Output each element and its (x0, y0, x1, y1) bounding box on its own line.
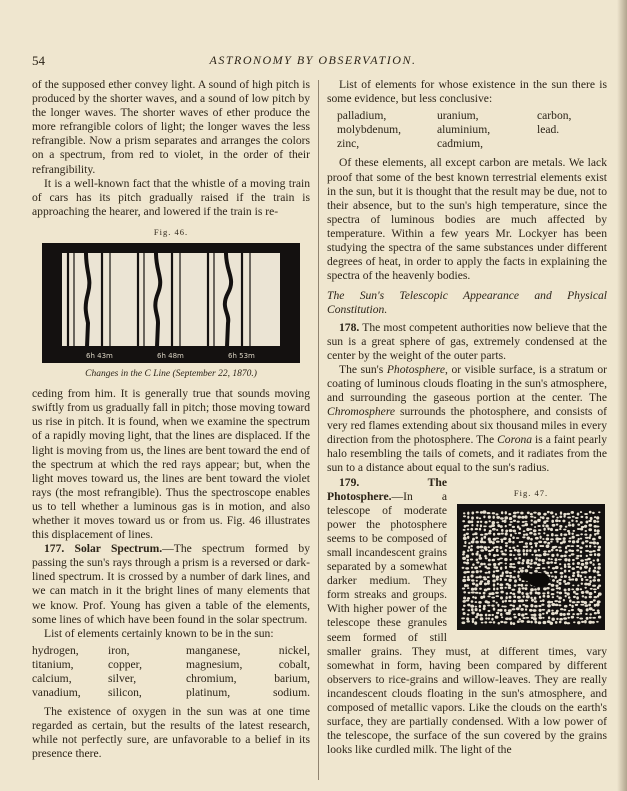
right-column (327, 78, 607, 757)
element-item: titanium, (32, 657, 74, 671)
element-item: molybdenum, (337, 123, 402, 137)
element-item: sodium. (272, 686, 310, 700)
spectrum-lines-illustration (42, 243, 300, 363)
element-item: copper, (108, 657, 142, 671)
element-item: lead. (537, 123, 560, 137)
section-179-text: —In a telescope of moderate power the photosphere seems to be composed of small incandescent grains separated by a somewhat darker medium. They form streaks and groups. With higher power of the telescope these granules seem formed of still smaller grains. They must, at different times, vary somewhat in form, having been compared by different observers to rice-grains and willow-leaves. They are really incandescent clouds floating in the sun's atmosphere, and composed of metallic vapors. Like the clouds on the earth's surface, they are partially condensed. With a low power of the telescope, the surface of the sun covered by the grains looks like curdled milk. The light of the (327, 489, 607, 757)
section-177-title: Solar Spectrum. (74, 542, 163, 556)
section-178-text: The most competent authorities now believe that the sun is a great sphere of gas, extremely condensed at the center by the weight of the outer parts. (327, 320, 607, 362)
element-item: aluminium, (437, 123, 491, 137)
term-corona: Corona (497, 433, 533, 447)
element-item: palladium, (337, 109, 387, 123)
element-item: chromium, (186, 672, 237, 685)
section-179-title: The Photosphere. (327, 475, 447, 503)
element-item: vanadium, (32, 686, 81, 700)
page-header (32, 53, 594, 69)
figure-47-label: Fig. 47. (513, 487, 549, 498)
figure-46-label: Fig. 46. (153, 226, 189, 237)
term-photosphere: Photosphere (386, 362, 446, 376)
figure-46-spectrum-lines (42, 243, 300, 363)
fig46-time-1: 6h 43m (86, 352, 113, 361)
column-divider (318, 80, 319, 780)
list-intro-certain: List of elements certainly known to be in the sun: (44, 626, 274, 640)
term-chromosphere: Chromosphere (327, 405, 396, 419)
section-179-number: 179. (339, 475, 360, 489)
element-item: silicon, (108, 686, 142, 700)
paragraph-oxygen: The existence of oxygen in the sun was at one time regarded as certain, but the results of the latest research, while not perfectly sure, are unfavorable to a belief in its presence there. (32, 705, 310, 761)
element-item: platinum, (186, 686, 231, 700)
section-177-number: 177. (44, 542, 65, 556)
figure-47-sunspot-granulation (457, 504, 605, 630)
element-item: zinc, (337, 137, 360, 151)
section-179-flow (327, 476, 607, 758)
element-item: silver, (108, 672, 137, 685)
element-item: cadmium, (437, 137, 484, 151)
element-item: hydrogen, (32, 643, 79, 657)
page-number: 54 (32, 53, 45, 68)
element-item: manganese, (186, 643, 241, 657)
element-item: calcium, (32, 672, 72, 685)
paragraph-photosphere-def (327, 363, 607, 476)
fig46-time-3: 6h 53m (228, 352, 255, 361)
paragraph-whistle: It is a well-known fact that the whistle of a moving train of cars has its pitch gradually raised if the train is approaching the hearer, and lowered if the train is re- (32, 176, 310, 218)
element-item: barium, (274, 672, 310, 685)
element-item: nickel, (278, 643, 310, 657)
section-178-number: 178. (339, 320, 360, 334)
element-item: uranium, (437, 109, 479, 123)
elements-certain-list (32, 644, 310, 700)
element-item: magnesium, (186, 657, 243, 671)
page-edge-shadow (617, 0, 627, 791)
paragraph-solar-spectrum (32, 542, 310, 627)
figure-46-caption: Changes in the C Line (September 22, 1870.) (85, 369, 257, 380)
element-item: iron, (108, 643, 130, 657)
section-177-text: —The spectrum formed by passing the sun's rays through a prism is a reversed or dark-lined spectrum. It is crossed by a number of dark lines, and we can match in it the bright lines of many elements that we know. Prof. Young has given a table of the elements, some lines of which have been found in the solar spectrum. (32, 542, 311, 626)
granulation-illustration (457, 504, 605, 630)
element-item: carbon, (537, 109, 572, 123)
text-run: surrounds the photosphere, and consists of very red flames extending about six thousand miles in every direction from the photosphere. The (327, 405, 607, 447)
text-run: , or visible surface, is a stratum or coating of luminous clouds floating in the sun's atmosphere, and surrounding the gaseous portion at the center. The (327, 362, 607, 404)
text-run: is a faint pearly halo resembling the tails of comets, and it radiates from the sun to a distance about equal to the sun's radius. (327, 433, 608, 475)
section-heading-telescopic: The Sun's Telescopic Appearance and Physical Constitution. (327, 289, 607, 317)
figure-47 (455, 480, 607, 630)
fig46-time-2: 6h 48m (157, 352, 184, 361)
element-item (537, 137, 607, 151)
elements-probable-list (327, 109, 607, 151)
text-run: The sun's (339, 362, 387, 376)
paragraph-metals: Of these elements, all except carbon are metals. We lack proof that some of the best known terrestrial elements exist in the sun, but it is thought that the result may be due, not to their absence, but to the sun's high temperature, since the spectra of luminous bodies are much affected by temperature. Within a few years Mr. Lockyer has been studying the spectra of the same substances under different degrees of heat, in order to apply the facts in explaining the spectra of the heavenly bodies. (327, 156, 607, 283)
element-item: cobalt, (278, 657, 310, 671)
running-title: ASTRONOMY BY OBSERVATION. (209, 53, 417, 67)
paragraph-178 (327, 321, 607, 363)
left-column (32, 78, 310, 762)
paragraph-ether: of the supposed ether convey light. A sound of high pitch is produced by the shorter waves, and a sound of low pitch by the longer waves. The shorter waves of ether produce the more refrangible colors of light; the longer waves the less refrangible. Now a prism separates and arranges the colors on a spectrum, from red to violet, in the order of their refrangibility. (32, 78, 310, 176)
paragraph-pitch: ceding from him. It is generally true that sounds moving swiftly from us gradually fall in pitch; those moving toward us rise in pitch. It is found, when we examine the spectrum of a rapidly moving light, that the lines are displaced. If the light is moving from us, the lines are bent toward the end of the spectrum at which the red rays appear; but, when the light moves toward us, the lines are bent toward the violet rays (the most refrangible). Thus the spectroscope enables us to tell whether a luminous gas is in motion, and also whether it moves toward us or from us. Fig. 46 illustrates this displacement of lines. (32, 387, 310, 542)
list-intro-probable: List of elements for whose existence in the sun there is some evidence, but less conclusive: (327, 78, 607, 106)
